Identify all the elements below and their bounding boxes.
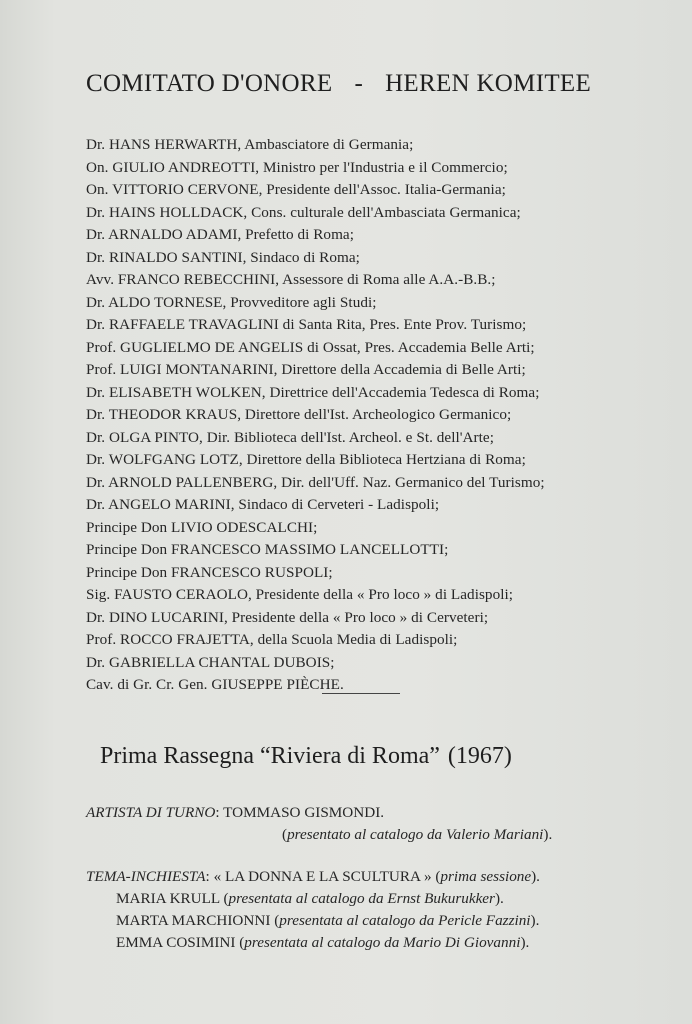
list-item: Dr. ARNALDO ADAMI, Prefetto di Roma; xyxy=(86,226,354,243)
honor-committee-list xyxy=(86,134,666,697)
list-item: Principe Don FRANCESCO MASSIMO LANCELLOTTI; xyxy=(86,541,449,558)
list-item: Dr. ARNOLD PALLENBERG, Dir. dell'Uff. Naz. Germanico del Turismo; xyxy=(86,473,545,491)
paren-open: ( xyxy=(435,868,441,885)
sculptor-line xyxy=(86,910,656,932)
list-item: Avv. FRANCO REBECCHINI, Assessore di Roma alle A.A.-B.B.; xyxy=(86,271,496,288)
list-item: Prof. GUGLIELMO DE ANGELIS di Ossat, Pres. Accademia Belle Arti; xyxy=(86,338,535,356)
paren-open: ( xyxy=(274,912,280,929)
list-item: Dr. HANS HERWARTH, Ambasciatore di Germania; xyxy=(86,136,414,153)
rassegna-details xyxy=(86,802,656,954)
list-item: Prof. LUIGI MONTANARINI, Direttore della Accademia di Belle Arti; xyxy=(86,361,526,378)
rassegna-title xyxy=(100,743,640,770)
heading-separator: - xyxy=(354,70,364,97)
artista-colon: : xyxy=(215,804,220,821)
tema-label: TEMA-INCHIESTA xyxy=(86,868,206,885)
paren-close: ). xyxy=(520,934,530,951)
artista-presenter: presentato al catalogo da Valerio Mariani xyxy=(287,826,544,843)
heading-italian: COMITATO D'ONORE xyxy=(86,70,333,97)
list-item: Prof. ROCCO FRAJETTA, della Scuola Media di Ladispoli; xyxy=(86,631,458,648)
paren-open: ( xyxy=(282,826,288,843)
tema-title: « LA DONNA E LA SCULTURA » xyxy=(213,868,432,885)
artista-line xyxy=(86,802,656,824)
sculptor-name: EMMA COSIMINI xyxy=(116,934,236,951)
sculptor-line xyxy=(86,888,656,910)
list-item: Dr. THEODOR KRAUS, Direttore dell'Ist. Archeologico Germanico; xyxy=(86,406,512,423)
paren-close: ). xyxy=(531,868,540,885)
list-item: Dr. OLGA PINTO, Dir. Biblioteca dell'Ist. Archeol. e St. dell'Arte; xyxy=(86,428,494,446)
sculptor-name: MARIA KRULL xyxy=(116,890,220,907)
rassegna-year: (1967) xyxy=(447,743,512,769)
rassegna-title-text: Prima Rassegna “Riviera di Roma” xyxy=(100,743,440,769)
list-item: Sig. FAUSTO CERAOLO, Presidente della « Pro loco » di Ladispoli; xyxy=(86,586,514,603)
artista-presenter-line xyxy=(86,824,656,846)
list-item: Dr. DINO LUCARINI, Presidente della « Pro loco » di Cerveteri; xyxy=(86,608,489,626)
spacer xyxy=(86,846,656,866)
sculptor-note: presentata al catalogo da Ernst Bukurukker xyxy=(228,890,495,907)
sculptor-note: presentata al catalogo da Mario Di Giovanni xyxy=(244,934,521,951)
paren-close: ). xyxy=(494,890,504,907)
list-item: Principe Don LIVIO ODESCALCHI; xyxy=(86,518,318,536)
section-divider xyxy=(322,693,400,694)
list-item: Dr. RINALDO SANTINI, Sindaco di Roma; xyxy=(86,248,360,266)
list-item: Dr. GABRIELLA CHANTAL DUBOIS; xyxy=(86,653,335,671)
sculptor-note: presentata al catalogo da Pericle Fazzini xyxy=(279,912,531,929)
list-item: Dr. ALDO TORNESE, Provveditore agli Studi; xyxy=(86,293,377,311)
list-item: Dr. ANGELO MARINI, Sindaco di Cerveteri - Ladispoli; xyxy=(86,496,440,513)
artista-label: ARTISTA DI TURNO xyxy=(86,804,216,821)
sculptor-line xyxy=(86,932,656,954)
paren-close: ). xyxy=(543,826,553,843)
tema-colon: : xyxy=(205,868,210,885)
list-item: On. VITTORIO CERVONE, Presidente dell'Assoc. Italia-Germania; xyxy=(86,181,506,198)
paren-close: ). xyxy=(530,912,540,929)
list-item: Dr. RAFFAELE TRAVAGLINI di Santa Rita, Pres. Ente Prov. Turismo; xyxy=(86,316,527,333)
list-item: Cav. di Gr. Cr. Gen. GIUSEPPE PIÈCHE. xyxy=(86,676,344,693)
list-item: Dr. ELISABETH WOLKEN, Direttrice dell'Accademia Tedesca di Roma; xyxy=(86,383,540,401)
list-item: Principe Don FRANCESCO RUSPOLI; xyxy=(86,563,333,581)
artista-name: TOMMASO GISMONDI. xyxy=(223,804,385,821)
list-item: Dr. HAINS HOLLDACK, Cons. culturale dell'Ambasciata Germanica; xyxy=(86,203,521,221)
page-heading xyxy=(86,70,646,98)
list-item: On. GIULIO ANDREOTTI, Ministro per l'Industria e il Commercio; xyxy=(86,158,508,176)
paren-open: ( xyxy=(239,934,245,951)
tema-session: prima sessione xyxy=(440,868,532,885)
paren-open: ( xyxy=(223,890,229,907)
list-item: Dr. WOLFGANG LOTZ, Direttore della Biblioteca Hertziana di Roma; xyxy=(86,451,526,468)
heading-german: HEREN KOMITEE xyxy=(385,70,592,97)
tema-line xyxy=(86,866,656,888)
sculptor-name: MARTA MARCHIONNI xyxy=(116,912,271,929)
